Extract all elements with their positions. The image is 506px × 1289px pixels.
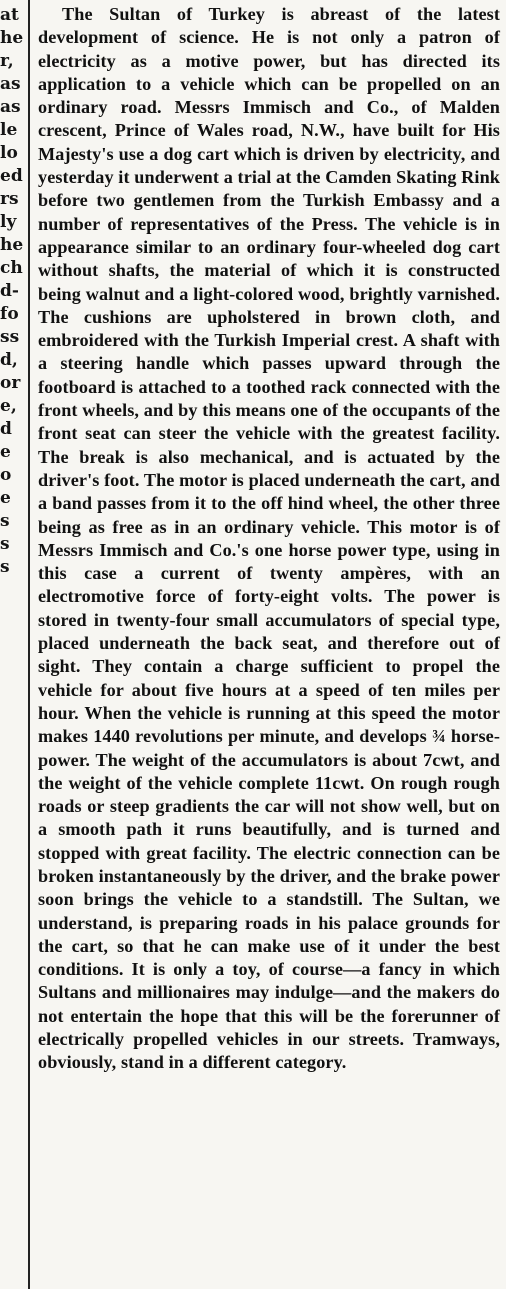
adjacent-column-fragments bbox=[0, 4, 24, 684]
column-fragment: ch bbox=[0, 258, 23, 278]
column-fragment: lo bbox=[0, 143, 18, 163]
column-fragment: e bbox=[0, 442, 11, 462]
column-fragment: as bbox=[0, 74, 21, 94]
column-fragment: at bbox=[0, 5, 19, 25]
column-fragment: he bbox=[0, 28, 24, 48]
column-fragment: r, bbox=[0, 51, 14, 71]
column-fragment: ss bbox=[0, 327, 20, 347]
column-fragment: fo bbox=[0, 304, 19, 324]
column-fragment: o bbox=[0, 465, 12, 485]
column-fragment: le bbox=[0, 120, 18, 140]
article-body: The Sultan of Turkey is abreast of the latest development of science. He is not only a patron of electricity as a motive power, but has directed its application to a vehicle which can be propelled on an ordinary road. Messrs Immisch and Co., of Malden crescent, Prince of Wales road, N.W., have built for His Majesty's use a dog cart which is driven by electricity, and yesterday it underwent a trial at the Camden Skating Rink before two gentlemen from the Turkish Embassy and a number of representatives of the Press. The vehicle is in appearance similar to an ordinary four-wheeled dog cart without shafts, the material of which it is constructed being walnut and a light-colored wood, brightly varnished. The cushions are upholstered in brown cloth, and embroidered with the Turkish Imperial crest. A shaft with a steering handle which passes upward through the footboard is attached to a toothed rack connected with the front wheels, and by this means one of the occupants of the front seat can steer the vehicle with the greatest facility. The break is also mechanical, and is actuated by the driver's foot. The motor is placed underneath the cart, and a band passes from it to the off hind wheel, the other three being as free as in an ordinary vehicle. This motor is of Messrs Immisch and Co.'s one horse power type, using in this case a current of twenty ampères, with an electromotive force of forty-eight volts. The power is stored in twenty-four small accumulators of special type, placed underneath the back seat, and therefore out of sight. They contain a charge sufficient to propel the vehicle for about five hours at a speed of ten miles per hour. When the vehicle is running at this speed the motor makes 1440 revolutions per minute, and develops ¾ horse-power. The weight of the accumulators is about 7cwt, and the weight of the vehicle complete 11cwt. On rough rough roads or steep gradients the car will not show well, but on a smooth path it runs beautifully, and is turned and stopped with great facility. The electric connection can be broken instantaneously by the driver, and the brake power soon brings the vehicle to a standstill. The Sultan, we understand, is preparing roads in his palace grounds for the cart, so that he can make use of it under the best conditions. It is only a toy, of course—a fancy in which Sultans and millionaires may indulge—and the makers do not entertain the hope that this will be the forerunner of electrically propelled vehicles in our streets. Tramways, obviously, stand in a different category. bbox=[38, 4, 500, 1073]
column-fragment: s bbox=[0, 557, 10, 577]
column-fragment: d bbox=[0, 419, 12, 439]
column-fragment: d- bbox=[0, 281, 19, 301]
article-column bbox=[38, 3, 500, 1075]
column-fragment: or bbox=[0, 373, 21, 393]
column-fragment: d, bbox=[0, 350, 18, 370]
column-fragment: he bbox=[0, 235, 24, 255]
column-fragment: ed bbox=[0, 166, 23, 186]
column-fragment: rs bbox=[0, 189, 19, 209]
column-rule bbox=[28, 0, 30, 1289]
column-fragment: ly bbox=[0, 212, 17, 232]
column-fragment: e, bbox=[0, 396, 17, 416]
column-fragment: as bbox=[0, 97, 21, 117]
column-fragment: s bbox=[0, 534, 10, 554]
column-fragment: s bbox=[0, 511, 10, 531]
column-fragment: e bbox=[0, 488, 11, 508]
